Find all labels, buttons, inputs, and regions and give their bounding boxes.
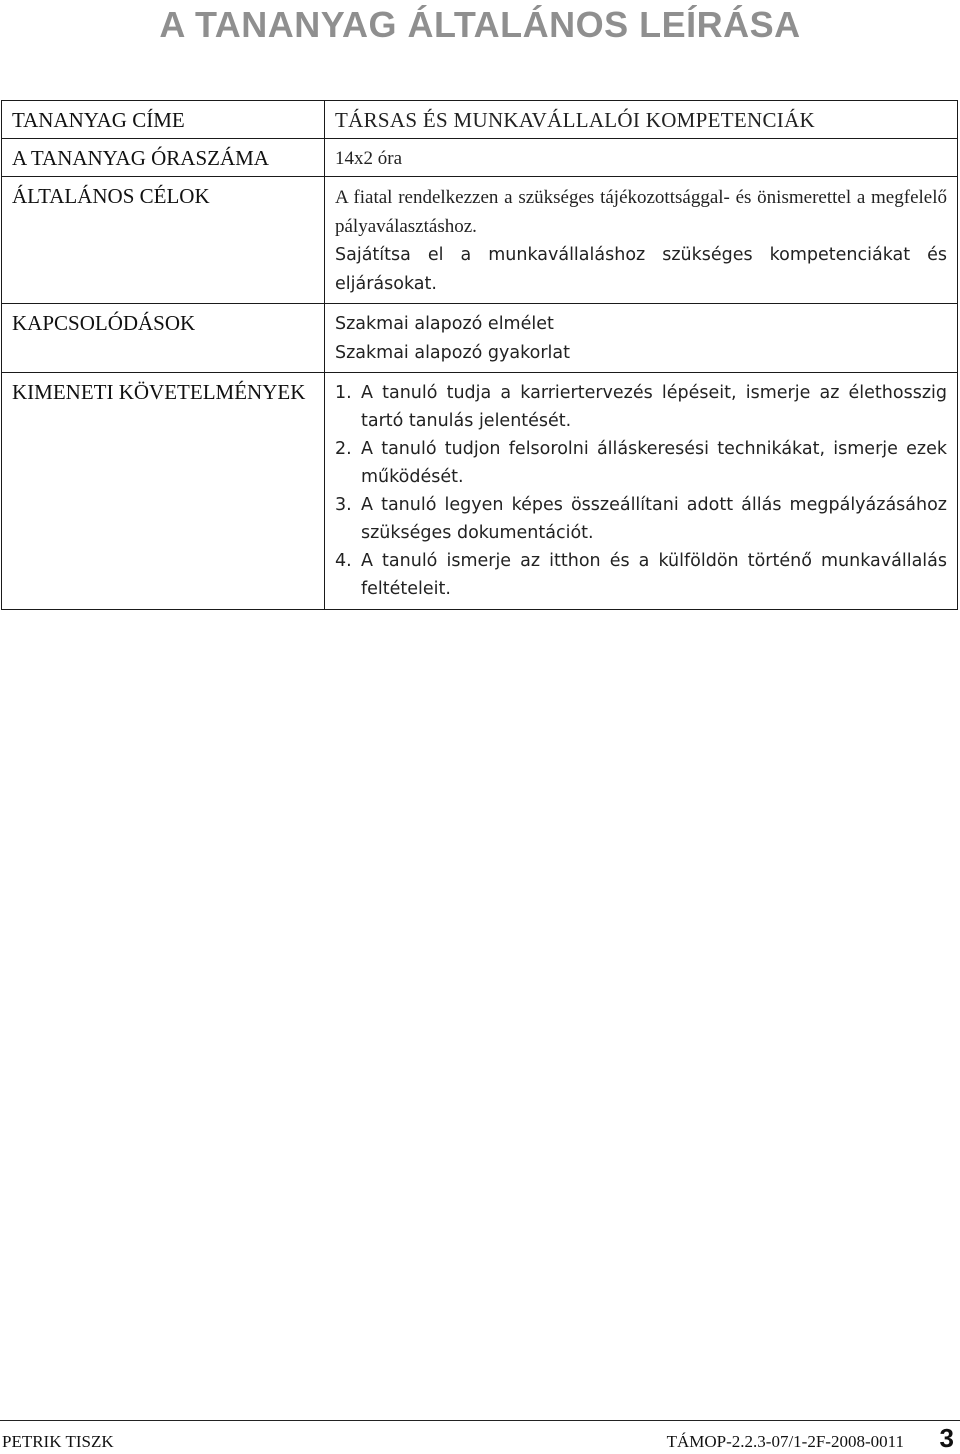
row-value-outcomes [325,373,958,610]
table-row-connections [2,304,958,373]
table-row-goals [2,177,958,304]
info-table [1,100,958,610]
row-label-title: TANANYAG CÍME [2,101,325,139]
connection-line: Szakmai alapozó elmélet [335,314,554,334]
outcome-item [335,435,947,491]
row-value-connections [325,304,958,373]
outcome-text: A tanuló legyen képes összeállítani adott állás megpályázásához szükséges dokumentációt. [361,495,947,543]
goal-line: A fiatal rendelkezzen a szükséges tájékozottsággal- és önismerettel a megfelelő pályaválasztáshoz. [335,187,947,237]
outcome-text: A tanuló tudja a karriertervezés lépéseit, ismerje az élethosszig tartó tanulás jelentését. [361,383,947,431]
connection-line: Szakmai alapozó gyakorlat [335,343,570,363]
page-number: 3 [939,1423,954,1453]
outcome-item [335,379,947,435]
table-row-title [2,101,958,139]
row-label-hours: A TANANYAG ÓRASZÁMA [2,139,325,177]
outcome-item [335,491,947,547]
outcome-number: 4. [335,551,352,571]
outcome-number: 2. [335,439,352,459]
outcome-text: A tanuló ismerje az itthon és a külföldön történő munkavállalás feltételeit. [361,551,947,599]
goal-line: Sajátítsa el a munkavállaláshoz szükséges kompetenciákat és eljárásokat. [335,245,947,294]
outcome-item [335,547,947,603]
outcome-text: A tanuló tudjon felsorolni álláskeresési technikákat, ismerje ezek működését. [361,439,947,487]
row-value-hours: 14x2 óra [325,139,958,177]
row-label-goals: ÁLTALÁNOS CÉLOK [2,177,325,304]
row-value-title: TÁRSAS ÉS MUNKAVÁLLALÓI KOMPETENCIÁK [325,101,958,139]
page-footer [0,1420,960,1454]
footer-project-code: TÁMOP-2.2.3-07/1-2F-2008-0011 [666,1432,904,1451]
row-value-goals [325,177,958,304]
footer-organization: PETRIK TISZK [2,1432,114,1451]
row-label-connections: KAPCSOLÓDÁSOK [2,304,325,373]
table-row-outcomes [2,373,958,610]
page-title: A TANANYAG ÁLTALÁNOS LEÍRÁSA [159,4,801,45]
outcome-number: 3. [335,495,352,515]
table-row-hours [2,139,958,177]
row-label-outcomes: KIMENETI KÖVETELMÉNYEK [2,373,325,610]
outcome-number: 1. [335,383,352,403]
